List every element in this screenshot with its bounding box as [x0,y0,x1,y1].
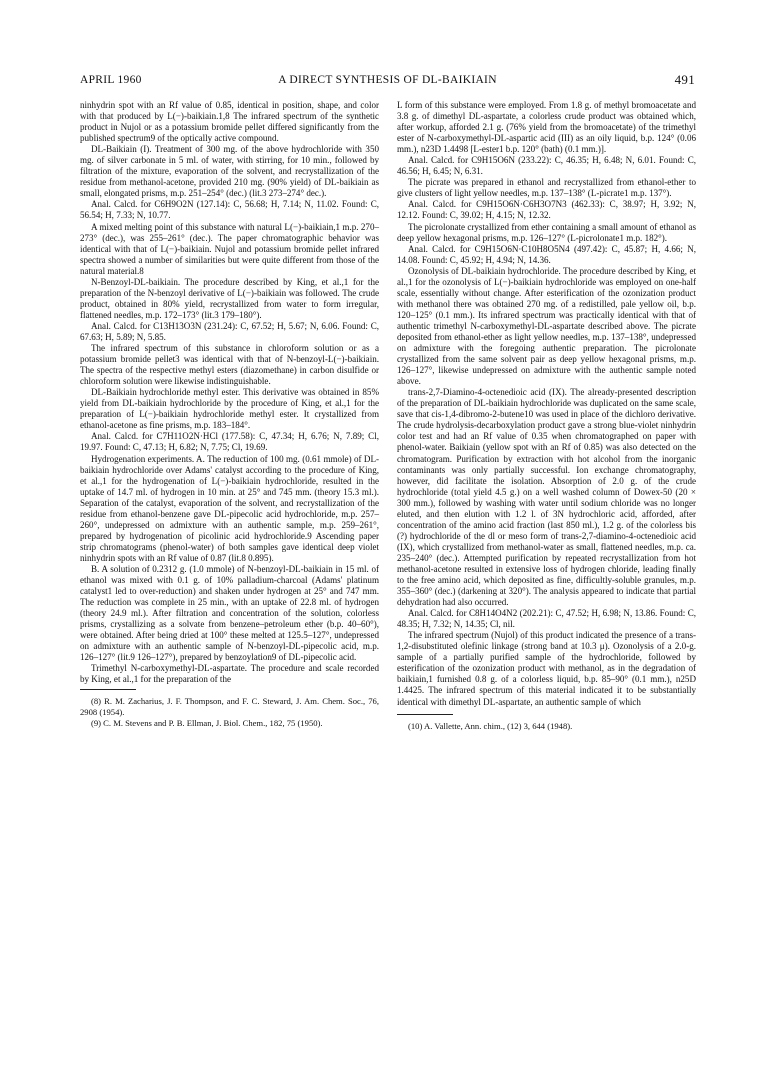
footnote: (9) C. M. Stevens and P. B. Ellman, J. Biol. Chem., 182, 75 (1950). [91,717,323,728]
paragraph: A mixed melting point of this substance with natural L(−)-baikiain,1 m.p. 270–273° (dec.), was 255–261° (dec.). The paper chromatographic behavior was identical with that of L(−)-baikiain. Nujol and potassium bromide pellet infrared spectra showed a number of similarities but were quite different from those of the natural material.8 [80,221,379,276]
paragraph: Anal. Calcd. for C9H15O6N (233.22): C, 46.35; H, 6.48; N, 6.01. Found: C, 46.56; H, 6.45; N, 6.31. [397,155,696,177]
paragraph: The picrolonate crystallized from ether containing a small amount of ethanol as deep yellow hexagonal prisms, m.p. 126–127° (L-picrolonate1 m.p. 182°). [397,221,696,243]
paragraph: Anal. Calcd. for C9H15O6N·C6H3O7N3 (462.33): C, 38.97; H, 3.92; N, 12.12. Found: C, 39.02; H, 4.15; N, 12.32. [397,199,696,221]
paragraph: Anal. Calcd. for C6H9O2N (127.14): C, 56.68; H, 7.14; N, 11.02. Found: C, 56.54; H, 7.33; N, 10.77. [80,199,379,221]
paragraph: Ozonolysis of DL-baikiain hydrochloride. The procedure described by King, et al.,1 for the ozonolysis of L(−)-baikiain hydrochloride was employed on one-half scale, essentially without change. After esterification of the ozonization product with methanol there was obtained 270 mg. of a redistilled, pale yellow oil, b.p. 120–125° (0.1 mm.). Its infrared spectrum was practically identical with that of authentic trimethyl N-carboxymethyl-DL-aspartate described above. The picrate deposited from ethanol-ether as light yellow needles, m.p. 137–138°, undepressed on admixture with the foregoing authentic preparation. The picrolonate crystallized from the same solvent pair as deep yellow hexagonal prisms, m.p. 126–127°, likewise undepressed on admixture with the authentic sample noted above. [397,265,696,387]
paragraph: Trimethyl N-carboxymethyl-DL-aspartate. The procedure and scale recorded by King, et al.,1 for the preparation of the [80,663,379,685]
paragraph: Anal. Calcd. for C8H14O4N2 (202.21): C, 47.52; H, 6.98; N, 13.86. Found: C, 48.35; H, 7.32; N, 14.35; Cl, nil. [397,608,696,630]
footnote-rule [80,689,136,690]
footnote: (8) R. M. Zacharius, J. F. Thompson, and F. C. Steward, J. Am. Chem. Soc., 76, 2908 (1954). [80,696,379,718]
header-date: APRIL 1960 [80,74,142,86]
page-number: 491 [674,72,695,87]
right-footnotes [397,721,696,732]
running-header [80,74,695,90]
paragraph: Anal. Calcd. for C7H11O2N·HCl (177.58): C, 47.34; H, 6.76; N, 7.89; Cl, 19.97. Found: C, 47.13; H, 6.82; N, 7.75; Cl, 19.69. [80,431,379,453]
paragraph: Hydrogenation experiments. A. The reduction of 100 mg. (0.61 mmole) of DL-baikiain hydrochloride over Adams' catalyst according to the procedure of King, et al.,1 for the hydrogenation of L(−)-baikiain hydrochloride, resulted in the uptake of 14.7 ml. of hydrogen in 10 min. at 25° and 745 mm. (theory 15.3 ml.). Separation of the catalyst, evaporation of the solvent, and recrystallization of the residue from ethanol-benzene gave DL-pipecolic acid hydrochloride, m.p. 257–260°, undepressed on admixture with an authentic sample, m.p. 259–261°, prepared by hydrogenation of picolinic acid hydrochloride.9 Ascending paper strip chromatograms (phenol-water) of both samples gave identical deep violet ninhydrin spots with an Rf value of 0.87 (lit.8 0.895). [80,453,379,563]
paragraph: ninhydrin spot with an Rf value of 0.85, identical in position, shape, and color with that produced by L(−)-baikiain.1,8 The infrared spectrum of the synthetic product in Nujol or as a potassium bromide pellet differed significantly from the published spectrum9 of the optically active compound. [80,100,379,144]
left-column-body [80,100,379,685]
left-footnotes [80,696,379,728]
right-column-body [397,100,696,708]
paragraph: The picrate was prepared in ethanol and recrystallized from ethanol-ether to give clusters of light yellow needles, m.p. 137–138° (L-picrate1 m.p. 137°). [397,177,696,199]
paragraph: B. A solution of 0.2312 g. (1.0 mmole) of N-benzoyl-DL-baikiain in 15 ml. of ethanol was mixed with 0.1 g. of 10% palladium-charcoal (Adams' platinum catalyst1 led to over-reduction) and shaken under hydrogen at 25° and 747 mm. The reduction was complete in 25 min., with an uptake of 22.8 ml. of hydrogen (theory 24.9 ml.). After filtration and concentration of the solution, colorless prisms, crystallizing as a solvate from benzene–petroleum ether (b.p. 40–60°), were obtained. After being dried at 100° these melted at 125.5–127°, undepressed on admixture with an authentic sample of N-benzoyl-DL-pipecolic acid, m.p. 126–127° (lit.9 126–127°), prepared by benzoylation9 of DL-pipecolic acid. [80,563,379,663]
paragraph: The infrared spectrum (Nujol) of this product indicated the presence of a trans-1,2-disubstituted olefinic linkage (strong band at 10.3 μ). Ozonolysis of a 2.0-g. sample of a partially purified sample of the hydrochloride, followed by esterification of the ozonization product with methanol, as in the degradation of baikiain,1 furnished 0.8 g. of a colorless liquid, b.p. 85–90° (0.1 mm.), n25D 1.4425. The infrared spectrum of this material indicated it to be substantially identical with dimethyl DL-aspartate, an authentic sample of which [397,630,696,707]
header-title: A DIRECT SYNTHESIS OF DL-BAIKIAIN [278,74,497,86]
footnote: (10) A. Vallette, Ann. chim., (12) 3, 644 (1948). [408,720,573,731]
right-column [397,100,696,731]
paragraph: The infrared spectrum of this substance in chloroform solution or as a potassium bromide pellet3 was identical with that of N-benzoyl-L(−)-baikiain. The spectra of the respective methyl esters (diazomethane) in carbon disulfide or chloroform solution were likewise indistinguishable. [80,343,379,387]
paragraph: trans-2,7-Diamino-4-octenedioic acid (IX). The already-presented description of the preparation of DL-baikiain hydrochloride was duplicated on the same scale, save that cis-1,4-dibromo-2-butene10 was used in place of the dichloro derivative. The crude hydrolysis-decarboxylation product gave a strong blue-violet ninhydrin color test and had an Rf value of 0.35 when chromatographed on paper with phenol-water. Baikiain (yellow spot with an Rf of 0.85) was also detected on the chromatogram. Purification by extraction with hot alcohol from the inorganic contaminants was only partially successful. Ion exchange chromatography, however, did facilitate the isolation. Absorption of 2.0 g. of the crude hydrochloride (total yield 4.5 g.) on a well washed column of Dowex-50 (20 × 300 mm.), followed by washing with water until sodium chloride was no longer eluted, and then elution with 1.2 l. of 3N hydrochloric acid, afforded, after concentration of the amino acid fraction (last 850 ml.), 1.2 g. of the colorless bis (?) hydrochloride of the dl or meso form of trans-2,7-diamino-4-octenedioic acid (IX), which crystallized from methanol-water as small, flattened needles, m.p. ca. 235–240° (dec.). Attempted purification by repeated recrystallization from hot methanol-acetone resulted in extensive loss of hydrogen chloride, leading finally to the free amino acid, which deposited as fine, difficultly-soluble granules, m.p. 355–360° (dec.) (darkening at 320°). The analysis appeared to indicate that partial dehydration had also occurred. [397,387,696,608]
paragraph: Anal. Calcd. for C9H15O6N·C10H8O5N4 (497.42): C, 45.87; H, 4.66; N, 14.08. Found: C, 45.92; H, 4.94; N, 14.36. [397,243,696,265]
footnote-rule [397,714,453,715]
paragraph: Anal. Calcd. for C13H13O3N (231.24): C, 67.52; H, 5.67; N, 6.06. Found: C, 67.63; H, 5.89; N, 5.85. [80,320,379,342]
paragraph: DL-Baikiain (I). Treatment of 300 mg. of the above hydrochloride with 350 mg. of silver carbonate in 5 ml. of water, with stirring, for 10 min., followed by filtration of the mixture, evaporation of the solvent, and recrystallization of the residue from methanol-acetone, provided 210 mg. (90% yield) of DL-baikiain as small, elongated prisms, m.p. 251–254° (dec.) (lit.3 273–274° dec.). [80,144,379,199]
paragraph: L form of this substance were employed. From 1.8 g. of methyl bromoacetate and 3.8 g. of dimethyl DL-aspartate, a colorless crude product was obtained which, after workup, afforded 2.1 g. (76% yield from the bromoacetate) of the trimethyl ester of N-carboxymethyl-DL-aspartic acid (III) as an oily liquid, b.p. 124° (0.06 mm.), n23D 1.4498 [L-ester1 b.p. 120° (bath) (0.1 mm.)]. [397,100,696,155]
left-column [80,100,379,728]
paragraph: N-Benzoyl-DL-baikiain. The procedure described by King, et al.,1 for the preparation of the N-benzoyl derivative of L(−)-baikiain was followed. The crude product, obtained in 80% yield, recrystallized from water to form irregular, flattened needles, m.p. 172–173° (lit.3 179–180°). [80,276,379,320]
paragraph: DL-Baikiain hydrochloride methyl ester. This derivative was obtained in 85% yield from DL-baikiain hydrochloride by the procedure of King, et al.,1 for the preparation of L(−)-baikiain hydrochloride methyl ester. It crystallized from ethanol-acetone as fine prisms, m.p. 183–184°. [80,387,379,431]
